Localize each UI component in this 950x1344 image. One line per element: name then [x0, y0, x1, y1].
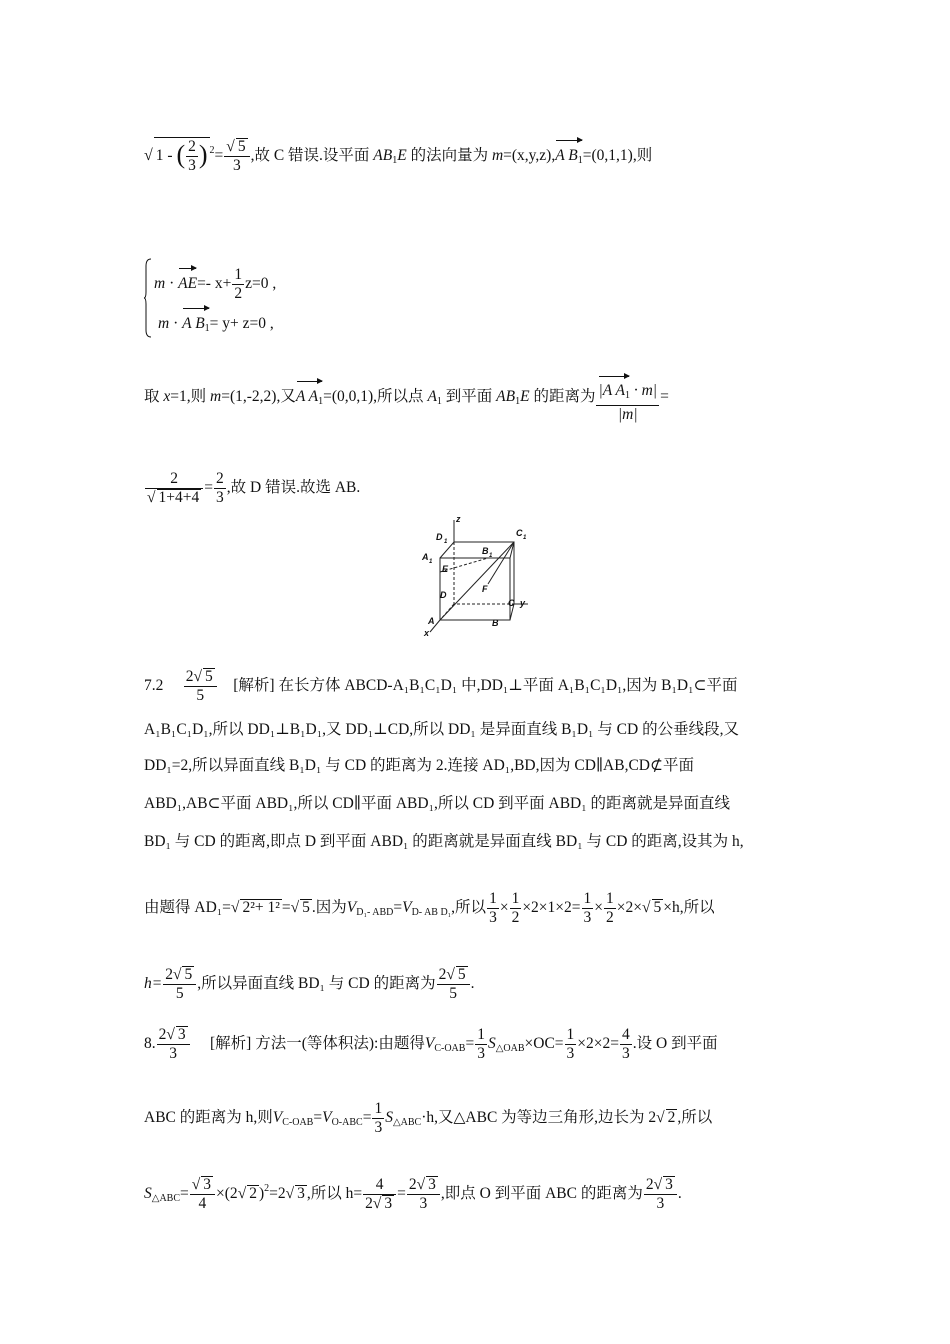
- sec7-line4: ABD₁,AB⊂平面 ABD₁,所以 CD∥平面 ABD₁,所以 CD 到平面 ABD₁ 的距离就是异面直线: [144, 795, 731, 812]
- svg-text:1: 1: [489, 553, 493, 559]
- svg-text:y: y: [520, 598, 526, 608]
- sec7-line6: 由题得 AD₁=√ 2²+ 1² =√ 5 .因为$V_{D_1- ABD}=V_{D- AB D_1}$,所以 $\frac{1}{3}$ × $\frac{1}{2}$ ×2×1×2= $\frac{1}{3}$ × $\frac{1}{2}$ ×2×√ 5 ×h,所以: [144, 890, 715, 926]
- sec7-line2: A₁B₁C₁D₁,所以 DD₁⊥B₁D₁,又 DD₁⊥CD,所以 DD₁ 是异面直线 B₁D₁ 与 CD 的公垂线段,又: [144, 721, 739, 738]
- svg-text:D: D: [436, 532, 443, 542]
- svg-text:C: C: [508, 598, 515, 608]
- svg-text:C: C: [516, 528, 523, 538]
- svg-text:B: B: [492, 618, 499, 628]
- sec6-line4: $\frac{2}{√ 1+4+4}$ = $\frac{2}{3}$ ,故 D 错误.故选 AB.: [147, 470, 361, 506]
- equation-2: m · A $B_1= y+ z=0$ ,: [158, 304, 274, 339]
- answer-fraction: $\frac{2√ 3}{3}$: [157, 1026, 190, 1063]
- sec7-line7: h= $\frac{2√ 5}{5}$ ,所以异面直线 BD₁ 与 CD 的距离为 $\frac{2√ 5}{5}$ .: [144, 966, 475, 1002]
- svg-text:E: E: [442, 564, 449, 574]
- svg-text:1: 1: [523, 535, 527, 541]
- distance-fraction: $\frac{|A A_1 \cdot m|}{|m|}$: [596, 372, 659, 424]
- sec8-line2: ABC 的距离为 h,则$V_{C-OAB}=V_{O-ABC}=$ $\frac{1}{3}$ $S_{\triangle ABC}\cdot h$,又△ABC 为等边三角形,边长为 2√ 2 ,所以: [144, 1100, 713, 1136]
- sec7-line3: DD₁=2,所以异面直线 B₁D₁ 与 CD 的距离为 2.连接 AD₁,BD,因为 CD∥AB,CD⊄平面: [144, 757, 694, 774]
- cuboid-figure: [418, 512, 538, 637]
- answer-fraction: $\frac{2√ 5}{5}$: [184, 668, 217, 705]
- left-brace: [144, 258, 152, 338]
- equation-system: [144, 258, 364, 338]
- sqrt-expression: 1 - ( $\frac{2}{3}$ ): [155, 137, 208, 174]
- svg-text:1: 1: [429, 559, 433, 565]
- sec7-line5: BD₁ 与 CD 的距离,即点 D 到平面 ABD₁ 的距离就是异面直线 BD₁ 与 CD 的距离,设其为 h,: [144, 833, 744, 850]
- fraction: $\frac{√ 5}{3}$: [224, 138, 249, 175]
- svg-text:x: x: [424, 628, 430, 637]
- equation-1: m · AE=- x+ $\frac{1}{2}$ z=0 ,: [154, 265, 277, 302]
- svg-text:D: D: [440, 590, 447, 600]
- svg-text:F: F: [482, 584, 488, 594]
- svg-text:A: A: [428, 616, 435, 626]
- sec7-line1: 7.2 $\frac{2√ 5}{5}$ [解析] 在长方体 ABCD-A₁B₁C₁D₁ 中,DD₁⊥平面 A₁B₁C₁D₁,因为 B₁D₁⊂平面: [144, 668, 738, 704]
- svg-text:1: 1: [444, 539, 448, 545]
- sec8-line1: 8. $\frac{2√ 3}{3}$ [解析] 方法一(等体积法):由题得$V_{C-OAB}=$ $\frac{1}{3}$ $S_{\triangle OAB}\times OC=$ $\frac{1}{3}$ ×2×2= $\frac{4}{3}$ .设 O 到平面: [144, 1026, 718, 1062]
- sec6-line3: 取 x=1,则 m=(1,-2,2),又A $A_1=(0,0,1)$,所以点 $A_1$ 到平面 $AB_1E$ 的距离为 $\frac{|A A_1 \cdot m|}{|m|}=$: [144, 372, 669, 424]
- axis-label: z: [456, 514, 461, 524]
- sec8-line3: $S_{\triangle ABC}=$ $\frac{√ 3}{4}$ ×(2√ 2 )$^2$=2√ 3 ,所以 h= $\frac{4}{2√ 3}$ = $\frac{2√ 3}{3}$ ,即点 O 到平面 ABC 的距离为 $\frac{2√ 3}{3}$ .: [144, 1176, 682, 1212]
- sec6-line1: √ 1 - ( $\frac{2}{3}$ ) $^2$= $\frac{√ 5}{3}$ ,故 C 错误.设平面 $AB_1E$ 的法向量为 m=(x,y,z),A $B_1=(0,1,1)$,则: [144, 137, 653, 174]
- svg-text:A: A: [422, 552, 429, 562]
- svg-text:B: B: [482, 546, 489, 556]
